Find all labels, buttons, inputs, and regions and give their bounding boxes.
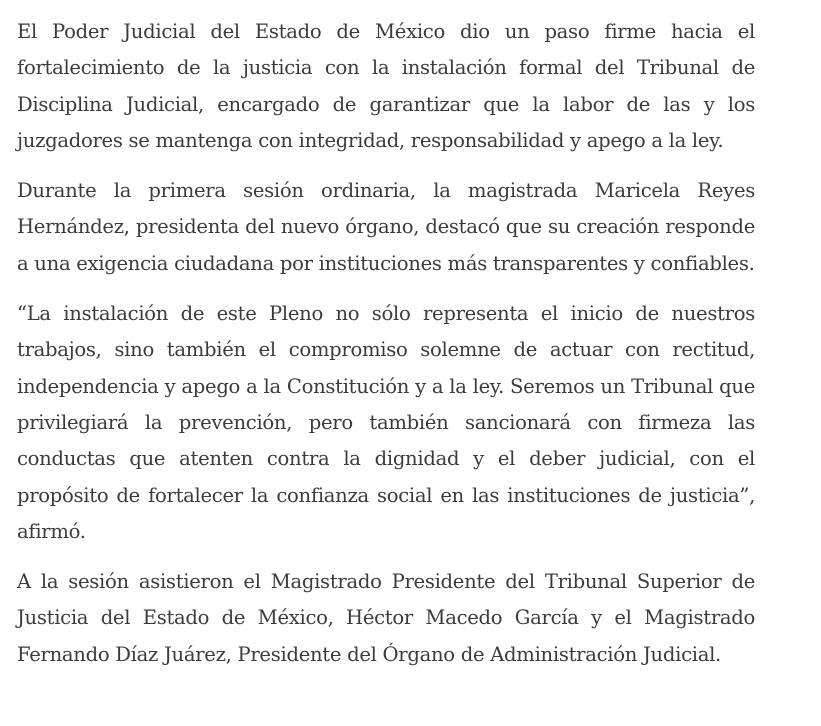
paragraph-installation: El Poder Judicial del Estado de México dio un paso firme hacia el fortalecimiento de la justicia con la instalación formal del Tribunal de Disciplina Judicial, encargado de garantizar que la labor de las y los juzgadores se mantenga con integridad, responsabilidad y apego a la ley. xyxy=(17,20,755,152)
paragraph-first-session: Durante la primera sesión ordinaria, la magistrada Maricela Reyes Hernández, presidenta del nuevo órgano, destacó que su creación responde a una exigencia ciudadana por instituciones más transparentes y confiables. xyxy=(17,179,755,275)
article-body xyxy=(17,14,755,687)
paragraph-quote: “La instalación de este Pleno no sólo representa el inicio de nuestros trabajos, sino también el compromiso solemne de actuar con rectitud, independencia y apego a la Constitución y a la ley. Seremos un Tribunal que privilegiará la prevención, pero también sancionará con firmeza las conductas que atenten contra la dignidad y el deber judicial, con el propósito de fortalecer la confianza social en las instituciones de justicia”, afirmó. xyxy=(17,302,755,543)
paragraph-attendees: A la sesión asistieron el Magistrado Presidente del Tribunal Superior de Justicia del Estado de México, Héctor Macedo García y el Magistrado Fernando Díaz Juárez, Presidente del Órgano de Administración Judicial. xyxy=(17,570,755,666)
